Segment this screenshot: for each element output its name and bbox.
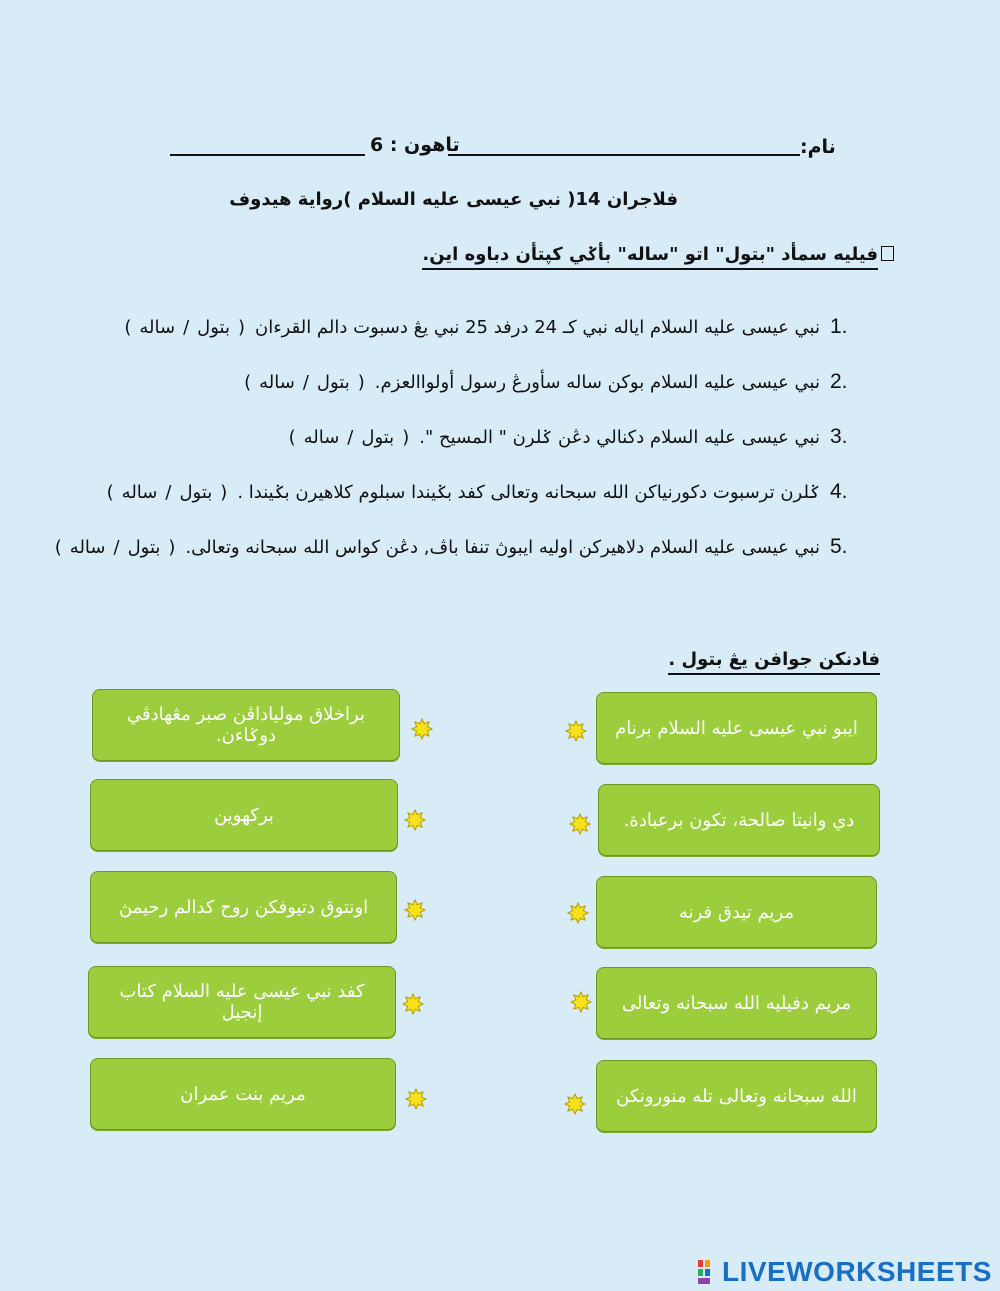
option-true[interactable]: بتول [316,371,350,393]
match-connector-icon[interactable] [566,901,590,925]
match-left-item[interactable]: براخلاق مولياداڤن صبر مڠهادڤي دوݢاءن. [92,689,400,761]
match-right-item[interactable]: مريم تيدق فرنه [596,876,877,948]
paren-close: ) [244,371,252,393]
question-number: 5. [830,535,848,558]
paren-open: ( [220,481,228,503]
question-text: نبي عيسى عليه السلام اياله نبي كـ 24 درفد 25 نبي يڠ دسبوت دالم القرءان [255,316,820,338]
match-left-item[interactable]: مريم بنت عمران [90,1058,396,1130]
page-title: فلاجران 14( نبي عيسى عليه السلام )رواية هيدوف [229,189,678,210]
option-true[interactable]: بتول [361,426,395,448]
question-text: نبي عيسى عليه السلام دلاهيركن اوليه ايبوڽ تنفا باڤ, دڠن كواس الله سبحانه وتعالى. [185,536,820,558]
match-connector-icon[interactable] [563,1092,587,1116]
match-connector-icon[interactable] [568,812,592,836]
section1-instruction: فيليه سمأد "بتول" اتو "ساله" بأݢي كپتأن دباوه اين. [422,244,878,270]
brand-text: LIVEWORKSHEETS [722,1256,992,1287]
option-false[interactable]: ساله [303,426,340,448]
question-text: ݢلرن ترسبوت دكورنياكن الله سبحانه وتعالى كفد بݢيندا سبلوم كلاهيرن بݢيندا . [237,481,820,503]
year-field[interactable] [170,154,365,156]
question-number: 1. [830,315,848,338]
option-false[interactable]: ساله [259,371,295,393]
answer-choice[interactable] [289,427,410,448]
option-separator: / [347,426,354,448]
match-connector-icon[interactable] [564,719,588,743]
question-number: 4. [830,480,848,503]
paren-close: ) [54,536,62,558]
paren-open: ( [357,371,365,393]
year-label: تاهون : 6 [370,134,460,156]
match-connector-icon[interactable] [569,990,593,1014]
name-field[interactable] [448,154,800,156]
option-separator: / [183,316,190,338]
match-right-item[interactable]: ايبو نبي عيسى عليه السلام برنام [596,692,877,764]
question-text: نبي عيسى عليه السلام بوكن ساله سأورڠ رسول أولواالعزم. [374,371,820,393]
option-true[interactable]: بتول [127,536,161,558]
question-row [107,477,850,507]
paren-close: ) [106,481,114,503]
question-row [124,312,850,342]
question-number: 2. [830,370,848,393]
logo-icon [697,1259,719,1285]
question-row [289,422,850,452]
question-row [244,367,850,397]
match-left-item[interactable]: بركهوين [90,779,398,851]
name-label: نام: [800,136,836,158]
answer-choice[interactable] [55,537,176,558]
match-connector-icon[interactable] [401,992,425,1016]
option-true[interactable]: بتول [179,481,213,503]
question-number: 3. [830,425,848,448]
question-text: نبي عيسى عليه السلام دكنالي دڠن ݢلرن " المسيح ". [419,426,820,448]
match-left-item[interactable]: كفد نبي عيسى عليه السلام كتاب إنجيل [88,966,396,1038]
paren-close: ) [124,316,132,338]
option-separator: / [302,371,309,393]
match-left-item[interactable]: اونتوق دتيوفكن روح كدالم رحيمڽ [90,871,397,943]
match-connector-icon[interactable] [403,808,427,832]
answer-choice[interactable] [124,317,245,338]
answer-choice[interactable] [244,372,365,393]
match-right-item[interactable]: الله سبحانه وتعالى تله منورونكن [596,1060,877,1132]
option-false[interactable]: ساله [121,481,158,503]
match-right-item[interactable]: دي وانيتا صالحة، تكون برعبادة. [598,784,880,856]
option-separator: / [165,481,172,503]
match-right-item[interactable]: مريم دفيليه الله سبحانه وتعالى [596,967,877,1039]
paren-open: ( [402,426,410,448]
liveworksheets-logo [697,1256,992,1288]
option-false[interactable]: ساله [69,536,106,558]
checkbox-icon [881,246,894,261]
answer-choice[interactable] [107,482,228,503]
option-true[interactable]: بتول [197,316,230,338]
question-row [55,532,850,562]
paren-open: ( [168,536,176,558]
option-false[interactable]: ساله [139,316,176,338]
section2-instruction: فادنكن جوافن يڠ بتول . [668,649,880,675]
match-connector-icon[interactable] [404,1087,428,1111]
match-connector-icon[interactable] [410,717,434,741]
paren-open: ( [237,316,245,338]
paren-close: ) [288,426,296,448]
match-connector-icon[interactable] [403,898,427,922]
option-separator: / [113,536,120,558]
